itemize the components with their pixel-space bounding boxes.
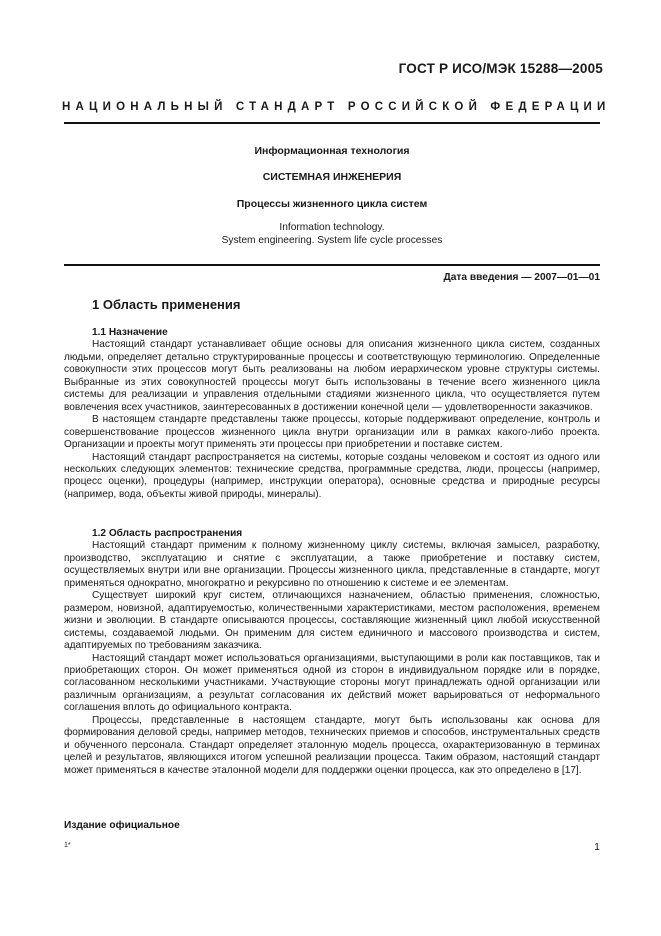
top-divider [64, 122, 600, 124]
subsection-heading: 1.1 Назначение [92, 327, 168, 338]
english-title-line-2: System engineering. System life cycle processes [221, 235, 443, 246]
official-edition-label: Издание официальное [64, 820, 180, 831]
subsection-purpose [64, 327, 600, 501]
title-line-1: Информационная технология [254, 145, 410, 157]
title-line-3: Процессы жизненного цикла систем [236, 198, 428, 210]
paragraph: Настоящий стандарт применим к полному жизненному циклу системы, включая замысел, разработку, производство, эксплуатацию и снятие с эксплуатации, а также приобретение и поставку систем, осуществляемых внутри или вне организации. Процессы жизненного цикла, представленные в стандарте, могут применяться однократно, многократно и рекурсивно по отношению к системе и ее элементам. [64, 540, 600, 589]
english-title-line-1: Information technology. [279, 222, 385, 233]
title-divider [64, 264, 600, 266]
document-code: ГОСТ Р ИСО/МЭК 15288—2005 [398, 61, 603, 76]
paragraph: Настоящий стандарт распространяется на системы, которые созданы человеком и состоят из одного или нескольких следующих элементов: технические средства, программные средства, люди, процессы (например, процесс оценки), процедуры (например, инструкции оператора), основные средства и природные ресурсы (например, вода, объекты живой природы, минералы). [64, 451, 600, 500]
paragraph: Настоящий стандарт может использоваться организациями, выступающими в роли как поставщиков, так и приобретающих сторон. Он может применяться одной из сторон в индивидуальном порядке или в порядке, согласованном несколькими участниками. Участвующие стороны могут принадлежать одной организации или различным организациям, а результат согласования их действий может варьироваться от неформального соглашения вплоть до официального контракта. [64, 652, 600, 714]
introduction-date: Дата введения — 2007—01—01 [443, 272, 600, 283]
paragraph: Существует широкий круг систем, отличающихся назначением, областью применения, сложностью, размером, новизной, адаптируемостью, количественными характеристиками, местом расположения, временем жизни и эволюции. В стандарте описываются процессы, составляющие жизненный цикл любой искусственной системы, создаваемой людьми. Он применим для систем единичного и массового производства и систем, адаптируемых по требованиям заказчика. [64, 590, 600, 652]
page-number: 1 [594, 841, 600, 853]
title-line-2: СИСТЕМНАЯ ИНЖЕНЕРИЯ [262, 171, 402, 183]
subsection-heading: 1.2 Область распространения [92, 528, 243, 539]
subsection-scope [64, 528, 600, 777]
paragraph: Процессы, представленные в настоящем стандарте, могут быть использованы как основа для формирования деловой среды, например методов, технических приемов и способов, инструментальных средств и обученного персонала. Стандарт определяет эталонную модель процесса, охарактеризованную в терминах целей и результатов, являющихся итогом успешной реализации процесса. Таким образом, настоящий стандарт может применяться в качестве эталонной модели для поддержки оценки процесса, как это определено в [17]. [64, 714, 600, 776]
national-standard-banner: НАЦИОНАЛЬНЫЙ СТАНДАРТ РОССИЙСКОЙ ФЕДЕРАЦИИ [62, 101, 611, 113]
section-heading: 1 Область применения [92, 297, 241, 312]
paragraph: В настоящем стандарте представлены также процессы, которые поддерживают определение, контроль и совершенствование процессов жизненного цикла внутри организации или в рамках какого-либо проекта. Организации и проекты могут применять эти процессы при приобретении и поставке систем. [64, 414, 600, 451]
footnote-mark: 1* [64, 842, 71, 849]
paragraph: Настоящий стандарт устанавливает общие основы для описания жизненного цикла систем, созданных людьми, определяет детально структурированные процессы и соответствующую терминологию. Определенные совокупности этих процессов могут быть реализованы на любом иерархическом уровне структуры системы. Выбранные из этих совокупностей процессы могут быть использованы в течение всего жизненного цикла системы для реализации и управления отдельными стадиями жизненного цикла, что осуществляется путем вовлечения всех участников, заинтересованных в достижении конечной цели — удовлетворенности заказчиков. [64, 339, 600, 413]
